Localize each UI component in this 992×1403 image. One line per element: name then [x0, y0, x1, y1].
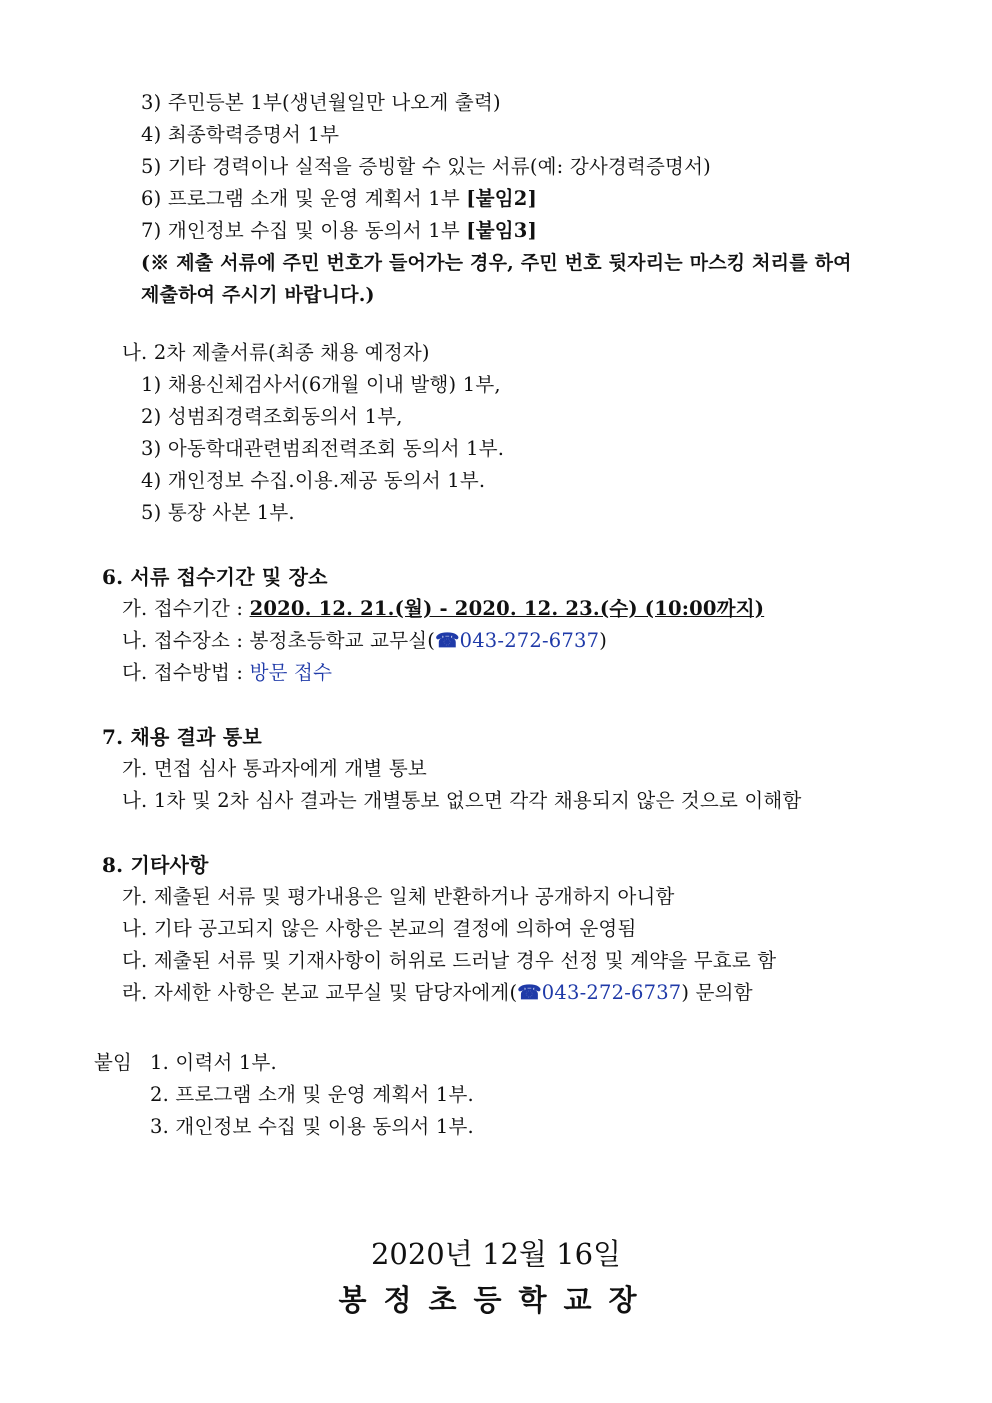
other-item-contact	[122, 980, 753, 1006]
reception-period-label: 가. 접수기간 :	[122, 597, 250, 620]
reception-method-label: 다. 접수방법 :	[122, 661, 250, 684]
masking-note-line1: (※ 제출 서류에 주민 번호가 들어가는 경우, 주민 번호 뒷자리는 마스킹 처리를 하여	[141, 252, 852, 274]
reception-method	[122, 660, 332, 686]
masking-note-line2: 제출하여 주시기 바랍니다.)	[141, 284, 375, 306]
attachment-item: 2. 프로그램 소개 및 운영 계획서 1부.	[150, 1083, 474, 1106]
reception-period	[122, 596, 764, 622]
doc-item-7	[141, 218, 537, 244]
result-item: 나. 1차 및 2차 심사 결과는 개별통보 없으면 각각 채용되지 않은 것으로 이해함	[122, 789, 802, 812]
second-doc-item: 1) 채용신체검사서(6개월 이내 발행) 1부,	[141, 373, 501, 396]
section8-heading: 8. 기타사항	[102, 853, 209, 877]
attachment-item: 3. 개인정보 수집 및 이용 동의서 1부.	[150, 1115, 474, 1138]
doc-item-7-text: 7) 개인정보 수집 및 이용 동의서 1부	[141, 219, 467, 242]
reception-phone: 043-272-6737	[459, 629, 600, 652]
other-item: 나. 기타 공고되지 않은 사항은 본교의 결정에 의하여 운영됨	[122, 917, 637, 940]
other-item: 다. 제출된 서류 및 기재사항이 허위로 드러날 경우 선정 및 계약을 무효로 함	[122, 949, 777, 972]
contact-phone: 043-272-6737	[541, 981, 682, 1004]
reception-place-label: 나. 접수장소 : 봉정초등학교 교무실(	[122, 629, 436, 652]
doc-item-6-ref: [붙임2]	[466, 187, 537, 210]
section7-heading: 7. 채용 결과 통보	[102, 725, 262, 749]
second-doc-item: 5) 통장 사본 1부.	[141, 501, 295, 524]
attachment-item: 1. 이력서 1부.	[150, 1051, 277, 1074]
contact-suffix: ) 문의함	[681, 981, 753, 1004]
doc-item-6-text: 6) 프로그램 소개 및 운영 계획서 1부	[141, 187, 467, 210]
issuer-name: 봉정초등학교장	[338, 1283, 654, 1317]
doc-item-5: 5) 기타 경력이나 실적을 증빙할 수 있는 서류(예: 강사경력증명서)	[141, 155, 711, 178]
reception-place	[122, 628, 607, 654]
second-doc-item: 4) 개인정보 수집.이용.제공 동의서 1부.	[141, 469, 486, 492]
second-doc-item: 2) 성범죄경력조회동의서 1부,	[141, 405, 403, 428]
second-docs-title: 나. 2차 제출서류(최종 채용 예정자)	[122, 341, 430, 364]
reception-period-value: 2020. 12. 21.(월) - 2020. 12. 23.(수) (10:00까지)	[249, 597, 765, 620]
doc-item-7-ref: [붙임3]	[466, 219, 537, 242]
doc-item-3: 3) 주민등본 1부(생년월일만 나오게 출력)	[141, 91, 501, 114]
phone-icon: ☎	[517, 981, 542, 1004]
contact-prefix: 라. 자세한 사항은 본교 교무실 및 담당자에게(	[122, 981, 518, 1004]
section6-heading: 6. 서류 접수기간 및 장소	[102, 565, 328, 589]
second-doc-item: 3) 아동학대관련범죄전력조회 동의서 1부.	[141, 437, 505, 460]
reception-method-value: 방문 접수	[249, 661, 333, 684]
other-item: 가. 제출된 서류 및 평가내용은 일체 반환하거나 공개하지 아니함	[122, 885, 675, 908]
result-item: 가. 면접 심사 통과자에게 개별 통보	[122, 757, 427, 780]
doc-item-6	[141, 186, 537, 212]
reception-place-close: )	[599, 629, 608, 652]
phone-icon: ☎	[435, 629, 460, 652]
issue-date: 2020년 12월 16일	[370, 1237, 622, 1271]
doc-item-4: 4) 최종학력증명서 1부	[141, 123, 340, 146]
attachments-label: 붙임	[94, 1051, 133, 1074]
